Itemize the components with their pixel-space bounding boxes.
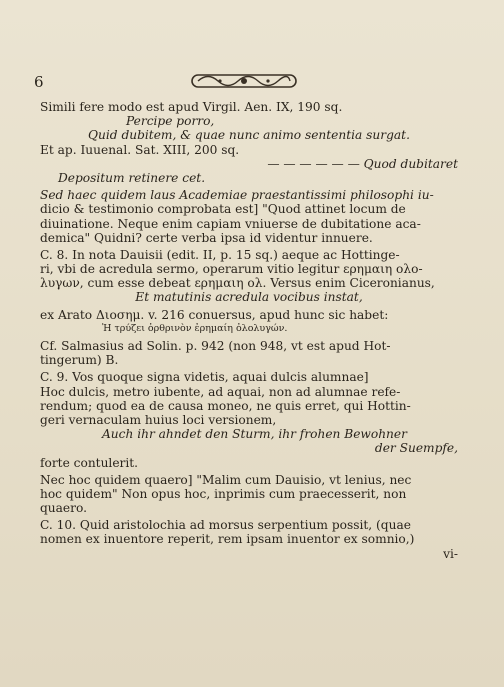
text-line: hoc quidem" Non opus hoc, inprimis cum praecesserit, non	[40, 486, 407, 501]
text-line: Simili fere modo est apud Virgil. Aen. IX, 190 sq.	[40, 100, 343, 114]
text-line: Auch ihr ahndet den Sturm, ihr frohen Bewohner	[102, 427, 407, 442]
text-line: Et matutinis acredula vocibus instat,	[135, 290, 363, 305]
text-line: Hoc dulcis, metro iubente, ad aquai, non ad alumnae refe-	[40, 384, 401, 399]
text-line: demica" Quidni? certe verba ipsa id videntur innuere.	[40, 230, 373, 245]
text-line: forte contulerit.	[40, 455, 139, 470]
text-line: Nec hoc quidem quaero] "Malim cum Dauisio, vt lenius, nec	[40, 472, 412, 487]
text-line: — — — — — — Quod dubitaret	[267, 156, 458, 171]
text-line: quaero.	[40, 501, 87, 516]
page-number: 6	[34, 73, 44, 91]
text-line: Et ap. Iuuenal. Sat. XIII, 200 sq.	[40, 142, 240, 157]
text-line: C. 10. Quid aristolochia ad morsus serpentium possit, (quae	[40, 518, 411, 533]
text-line: Quid dubitem, & quae nunc animo sententia surgat.	[88, 128, 410, 143]
text-line: Ἠ τρύζει ὀρθρινὸν ἐρημαίη ὀλολυγών.	[102, 322, 288, 334]
text-line: vi-	[443, 546, 458, 561]
text-line: C. 9. Vos quoque signa videtis, aquai dulcis alumnae]	[40, 370, 369, 385]
body-text	[40, 100, 458, 561]
text-line: Depositum retinere cet.	[58, 170, 206, 185]
text-line: tingerum) B.	[40, 353, 119, 368]
text-line: Sed haec quidem laus Academiae praestantissimi philosophi iu-	[40, 188, 434, 203]
text-line: λυγων, cum esse debeat ερημαιη ολ. Versus enim Ciceronianus,	[40, 276, 435, 291]
text-line: rendum; quod ea de causa moneo, ne quis erret, qui Hottin-	[40, 398, 411, 413]
ornament-headpiece-icon	[190, 70, 298, 92]
text-line: Cf. Salmasius ad Solin. p. 942 (non 948, vt est apud Hot-	[40, 339, 391, 353]
text-line: C. 8. In nota Dauisii (edit. II, p. 15 sq.) aeque ac Hottinge-	[40, 247, 400, 262]
text-line: ex Arato Διοσημ. v. 216 conuersus, apud hunc sic habet:	[40, 307, 389, 322]
text-line: dicio & testimonio comprobata est] "Quod attinet locum de	[40, 202, 406, 217]
text-line: geri vernaculam huius loci versionem,	[40, 412, 277, 427]
text-line: diuinatione. Neque enim capiam vniuerse de dubitatione aca-	[40, 216, 421, 231]
text-line: ri, vbi de acredula sermo, operarum vitio legitur ερημαιη ολο-	[40, 262, 423, 277]
text-line: Percipe porro,	[126, 114, 215, 129]
text-line: nomen ex inuentore reperit, rem ipsam inuentor ex somnio,)	[40, 532, 415, 547]
text-line: der Suempfe,	[374, 441, 458, 456]
